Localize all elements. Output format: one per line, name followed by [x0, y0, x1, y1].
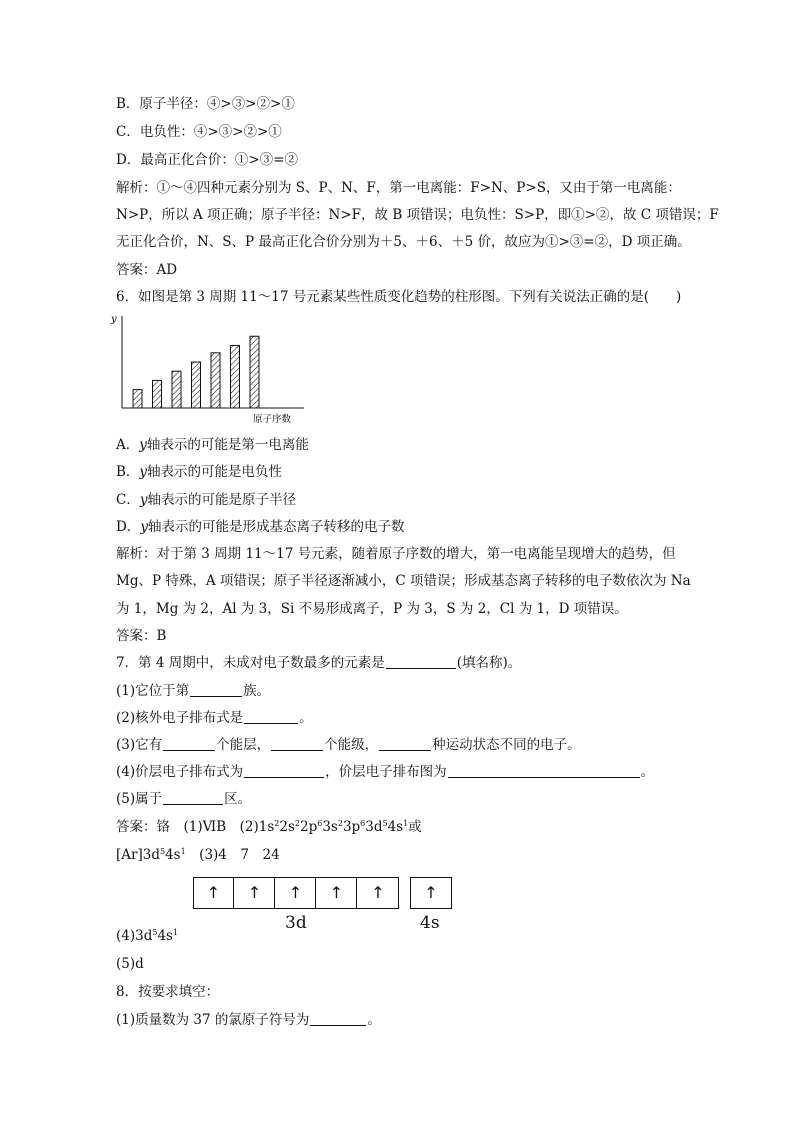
chart-bars [133, 336, 259, 408]
q7-part-1: (1)它位于第 族。 [116, 683, 271, 699]
q7-answer-line-2: $[Ar]3d^54s^1$ (3)4 7 24 [116, 847, 280, 863]
answer-blank[interactable] [244, 709, 298, 724]
q5-analysis-line-1: 解析：①～④四种元素分别为 S、P、N、F，第一电离能：F>N、P>S，又由于第一电离能： [116, 180, 681, 196]
orbital-label-4s: 4s [420, 913, 440, 933]
q7-stem: 7．第 4 周期中，未成对电子数最多的元素是 (填名称)。 [116, 655, 522, 671]
q6-analysis-line-3: 为 1，Mg 为 2，Al 为 3，Si 不易形成离子，P 为 3，S 为 2，Cl 为 1，D 项错误。 [116, 601, 628, 617]
up-arrow-icon: ↑ [317, 878, 357, 908]
chart-bar [192, 362, 201, 408]
answer-blank[interactable] [163, 790, 223, 805]
q5-option-d: D．最高正化合价：①>③=② [116, 152, 298, 168]
chart-bar [133, 390, 142, 408]
q7-part-3: (3)它有 个能层， 个能级， 种运动状态不同的电子。 [116, 737, 581, 753]
chart-bar [211, 353, 220, 408]
up-arrow-icon: ↑ [371, 883, 385, 902]
answer-blank[interactable] [190, 682, 242, 697]
answer-blank[interactable] [448, 763, 640, 778]
q6-answer: 答案：B [116, 628, 167, 644]
answer-blank[interactable] [379, 736, 431, 751]
orbital-label-3d: 3d [285, 913, 307, 933]
chart-bar [250, 336, 259, 408]
up-arrow-icon: ↑ [424, 883, 438, 902]
q7-part-4: (4)价层电子排布式为 ，价层电子排布图为 。 [116, 764, 655, 780]
chart-bar [172, 371, 181, 408]
q6-option-d: D．y轴表示的可能是形成基态离子转移的电子数 [116, 519, 405, 535]
q8-stem: 8．按要求填空： [116, 984, 220, 1000]
up-arrow-icon: ↑ [235, 878, 275, 908]
chart-x-label: 原子序数 [253, 414, 292, 425]
q7-answer-5: (5)d [116, 956, 144, 972]
q5-option-b: B．原子半径：④>③>②>① [116, 96, 295, 112]
up-arrow-icon: ↑ [194, 878, 234, 908]
chart-bar [153, 380, 162, 408]
answer-blank[interactable] [386, 654, 456, 669]
q8-part-1: (1)质量数为 37 的氯原子符号为 。 [116, 1012, 381, 1028]
q5-option-c: C．电负性：④>③>②>① [116, 124, 282, 140]
q5-analysis-line-3: 无正化合价，N、S、P 最高正化合价分别为＋5、＋6、＋5 价，故应为①>③=②，D 项正确。 [116, 234, 691, 250]
q7-answer-line-1: 答案：铬 (1)ⅥB $(2)1s^22s^22p^63s^23p^63d^54s^1$或 [116, 819, 422, 835]
q6-analysis-line-2: Mg、P 特殊，A 项错误；原子半径逐渐减小，C 项错误；形成基态离子转移的电子数依次为 Na [116, 573, 691, 589]
q7-part-5: (5)属于 区。 [116, 791, 252, 807]
answer-blank[interactable] [163, 736, 215, 751]
q6-stem: 6．如图是第 3 周期 11～17 号元素某些性质变化趋势的柱形图。下列有关说法正确的是( ) [116, 289, 682, 305]
q6-option-a: A．y轴表示的可能是第一电离能 [116, 437, 309, 453]
orbital-box-3d [193, 877, 399, 909]
q6-option-c: C．y轴表示的可能是原子半径 [116, 492, 296, 508]
answer-blank[interactable] [244, 763, 324, 778]
q7-part-2: (2)核外电子排布式是 。 [116, 710, 313, 726]
q7-answer-4: $(4)3d^54s^1$ [116, 928, 179, 944]
chart-y-label: y [111, 314, 117, 325]
q6-bar-chart [108, 312, 308, 430]
q6-analysis-line-1: 解析：对于第 3 周期 11～17 号元素，随着原子序数的增大，第一电离能呈现增大的趋势，但 [116, 546, 676, 562]
chart-bar [231, 345, 240, 408]
q6-option-b: B．y轴表示的可能是电负性 [116, 464, 283, 480]
q5-answer: 答案：AD [116, 262, 178, 278]
orbital-box-4s [410, 877, 452, 909]
up-arrow-icon: ↑ [276, 878, 316, 908]
answer-blank[interactable] [310, 1011, 366, 1026]
answer-blank[interactable] [271, 736, 323, 751]
q5-analysis-line-2: N>P，所以 A 项正确；原子半径：N>F，故 B 项错误；电负性：S>P，即①>②，故 C 项错误；F [116, 207, 719, 223]
